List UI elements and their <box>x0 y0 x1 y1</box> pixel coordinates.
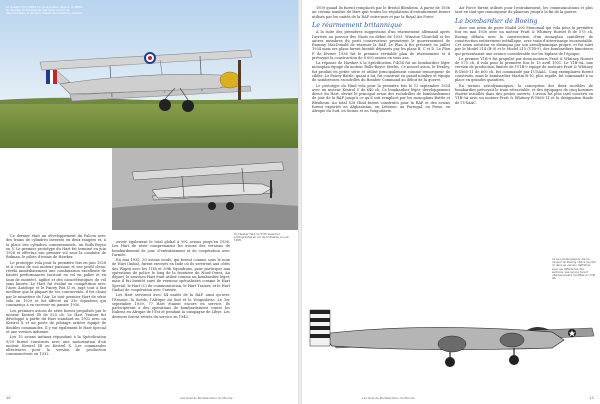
right-col2-para3: Le premier Y1B-9 fut propulsé par deux moteurs Pratt & Whitney Hornet de 575 ch, il vola pour la première fois le 13 avril 1931. Le Y1B-9A, une version de production limitée de l'Y1B-9 équipé de moteurs Pratt & Whitney R-1860-11 de 600 ch, fut commandé par l'USAAC. Cinq exemplaires furent construits, mais le bombardier Martin B-10, plus rapide, fut commandé à sa place en grandes quantités. <box>455 56 593 83</box>
right-col-2 <box>455 6 593 256</box>
left-col1-para1: Ce dernier était un développement du Falcon avec des trains de cylindres inversés en deux rangées et, à la place des cylindres conventionnels, un Rolls-Royce en V. Le premier prototype du Hart fut terminé en juin 1928 et effectua son premier vol sous la conduite de Bulman, le pilote d'essais de Hawker. <box>6 234 106 260</box>
right-col2-para2: Avec son avion de poste Model 200 Monomail qui vola pour la première fois en mai 1930 avec un moteur Pratt & Whitney Hornet B de 575 ch, Boeing débuta avec la construction d'un monoplan cantilever de construction entièrement métallique, avec train d'atterrissage escamotable. Cet avion novateur se distingua par son aérodynamique propre, et fut suivi par le Model 214 (B-9) et le Model 215 (Y1B-9), des bombardiers bimoteurs qui présentaient une avance considérable sur les biplans de l'époque. <box>455 26 593 56</box>
left-col1-para4: Les 15 avions initiaux répondant à la Spécification 9/29 furent construits avec une motorisation d'un moteur Kestrel IB ou Kestrel X. Les commandes ultérieures pour la version de production commencèrent en 1932. <box>6 335 106 357</box>
hawker-hart-bw-photo <box>112 148 298 230</box>
left-col2-para1: ouvrir également le total global à 992 avions jusqu'en 1936. Les Hart de série comprenaient les avions des versions de bombardement de jour, d'entraînement et de coopération avec l'armée. <box>112 240 230 257</box>
left-col-2 <box>112 240 230 386</box>
bw-photo-caption: Un Hawker Hart du 57th Squadron photographié en vol de formation en juin 1938. <box>234 232 290 243</box>
tail-rudder <box>310 310 330 346</box>
hawker-hart-color-photo <box>0 0 298 148</box>
boeing-photo-caption: Le seul photographie donne l'avenir du Boeing Y1B-9 montré ici dans sa version définitive, avec les différentes des sections. Les avions furent ultérieurement modifiés en Y1B-9A. <box>552 257 596 281</box>
right-col2-para1: Air Force furent utilisés pour l'entraînement, les communications et plus tard en tant que remorqueur de planeurs jusqu'à la fin de la guerre. <box>455 6 593 15</box>
left-col2-para3: Les Hart servirent avec 44 unités de la RAF, ainsi qu'avec l'Estonie, la Suède, l'Afrique du Sud et la Yougoslavie. Le 1er septembre 1939, 77 Hart étaient encore en service. Ils participèrent à des opérations de bombardement contre les Italiens en Afrique de l'Est et pendant la campagne de Libye. Les derniers furent retirés du service en 1943. <box>112 293 230 319</box>
top-photo-caption: Le Hawker Hart K3009 du constructeur, devenu G-ABMR, sur la piste de Brooklands. Cet avion a servi de démonstrateur et de banc d'essai de nombreux moteurs. <box>6 5 83 16</box>
right-col1-para3: La réponse de Hawker à la Spécification P.4/34 fut un bombardier léger monoplan équipé du moteur Rolls-Royce Merlin. Ce nouvel avion, le Henley, fut produit en petite série et utilisé principalement comme remorqueur de cibles. Le Fairey Battle, quant à lui, fut construit en grand nombre et équipa de nombreuses escadrilles du Bomber Command au début de la guerre. <box>312 61 450 83</box>
heading-boeing: Le bombardier de Boeing <box>455 16 538 25</box>
right-page-number: 11 <box>589 396 594 400</box>
left-footer: Les Grands Bombardiers du Monde <box>180 396 233 400</box>
left-page <box>0 0 298 404</box>
left-col-1 <box>6 234 106 386</box>
right-col1-para2: A la suite des premières suggestions d'un réarmement allemand après l'arrivée au pouvoir des Nazis en début de 1933, Winston Churchill et les autres membres du parti conservateur pressèrent le gouvernement de Ramsay MacDonald de réarmer la RAF. Le Plan A fut présenté en juillet 1934 mais ses plans furent bientôt dépassés par les plans B, C et D. Le Plan F de février 1936 fut le premier véritable plan de réarmement et il prévoyait la construction de 8 000 avions en trois ans. <box>312 30 450 60</box>
right-col2-para4: En termes aérodynamiques, la conception des deux modèles de bombardier prévoyait le train rétractable, et des équipages de cinq hommes étaient installés dans des postes ouverts. L'avion fut plus tard converti en Y1B-9A avec un moteur Pratt & Whitney R-1860-11 et la désignation finale de l'USAAC. <box>455 83 593 105</box>
left-col2-para2: En mai 1935, 30 avions neufs, qui furent connus sous le nom de Hart (India), furent envoyés en Inde où ils servirent aux côtés des Wapiti avec les 11th et 39th Squadrons, pour participer aux opérations de police le long de la frontière du Nord-Ouest. Au départ, le nouveau Hart était utilisé comme un bombardier léger, mais il fut bientôt suivi de versions spécialisées comme le Hart Special, le Hart (C) de communication, le Hart Trainer, et le Hart (India) de coopération avec l'armée. <box>112 258 230 292</box>
left-col1-para3: Les premiers avions de série furent propulsés par le moteur Kestrel IB de 525 ch. Le Hart Trainer fut développé à partir du Hart standard en 1932 avec un Kestrel X et un poste de pilotage arrière équipé de doubles commandes. Il y eut également le Hart Special et une version indienne. <box>6 308 106 334</box>
right-footer: Les Grands Bombardiers du Monde <box>362 396 415 400</box>
boeing-y1b9-photo <box>302 288 600 389</box>
heading-rearmament: Le réarmement britannique <box>312 20 402 29</box>
right-col1-para4: Le prototype du Hind vola pour la première fois le 12 septembre 1934 avec un moteur Kestrel V de 640 ch. Ce bombardier léger, développement direct du Hart, devint le principal avion des escadrilles de bombardement de jour de la RAF jusqu'à ce qu'il soit remplacé par les monoplans Battle et Blenheim. Au total 528 Hind furent construits pour la RAF et des avions furent exportés en Afghanistan, en Lettonie, au Portugal, en Perse, en Afrique du Sud, en Suisse et en Yougoslavie. <box>312 83 450 114</box>
right-page <box>302 0 600 404</box>
left-col1-para2: Le prototype vola pour la première fois en juin 1928 et à cause de son moteur puissant et son profil clean, révéla immédiatement une combinaison excellente de hautes performances (surtout en vol en palier et en taux de montée), agilité et des caractéristiques de vol sans heurts. Le Hart fut évalué en compétition avec l'Avro Antelope et le Fairey Fox II et, jugé tout à fait meilleur que la plupart de ses concurrents, il fut choisi par le ministère de l'Air. Le tout premier Hart de série vola en 1929 et fut affecté au 33e Squadron qui commença à en recevoir en janvier 1930. <box>6 260 106 308</box>
right-col-1 <box>312 6 450 278</box>
left-page-number: 10 <box>6 396 11 400</box>
right-col1-para1: 1939 quand ils furent remplacés par le Bristol Blenheim. A partir de 1936 un certain nombre de Hart quit toutes les régulations d'entraînement furent utilisés par les unités de la RAF outre-mer et par la Royal Air Force. <box>312 6 450 19</box>
